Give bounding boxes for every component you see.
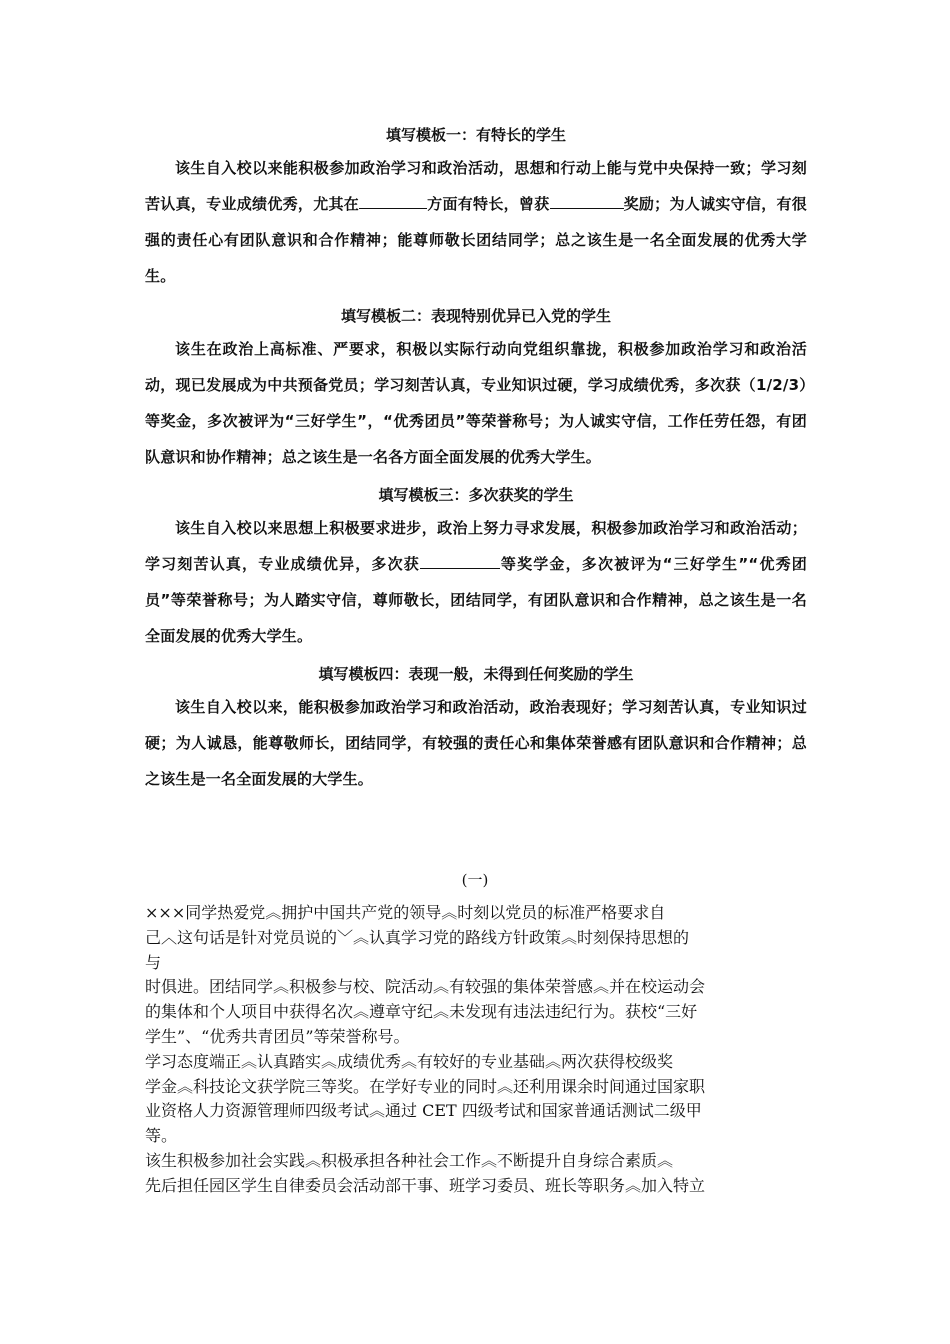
template-3 [145, 480, 807, 654]
template-2-heading: 填写模板二：表现特别优异已入党的学生 [340, 307, 611, 325]
template-4-heading: 填写模板四：表现一般，未得到任何奖励的学生 [318, 665, 634, 683]
body-line: 等。 [145, 1126, 178, 1146]
template-2-paragraph [145, 331, 807, 475]
template-4 [145, 659, 807, 797]
award-blank[interactable] [550, 193, 624, 209]
template-4-paragraph [145, 689, 807, 797]
template-3-text-a: 该生自入校以来思想上积极要求进步，政治上努力寻求发展，积极参加政治学习和政治活动；学习刻苦认真，专业成绩优异，多次获 [145, 519, 807, 573]
body-line: 与 [145, 952, 162, 972]
body-line: 先后担任园区学生自律委员会活动部干事、班学习委员、班长等职务︽加入特立 [145, 1175, 706, 1195]
template-1-text-c: 奖励；为人诚实守信，有很强的责任心有团队意识和合作精神；能尊师敬长团结同学；总之该生是一名全面发展的优秀大学生。 [145, 195, 807, 285]
scholarship-blank[interactable] [420, 553, 500, 569]
body-line: 学金︽科技论文获学院三等奖。在学好专业的同时︽还利用课余时间通过国家职 [145, 1076, 706, 1096]
body-line: 学生”、“优秀共青团员”等荣誉称号。 [145, 1026, 410, 1046]
template-1-heading: 填写模板一：有特长的学生 [385, 126, 566, 144]
body-line: 己︿这句话是针对党员说的﹀︽认真学习党的路线方针政策︽时刻保持思想的 [145, 927, 690, 947]
section-body [145, 901, 813, 1199]
body-line: 该生积极参加社会实践︽积极承担各种社会工作︽不断提升自身综合素质︽ [145, 1150, 674, 1170]
template-1-text-a: 该生自入校以来能积极参加政治学习和政治活动，思想和行动上能与党中央保持一致；学习刻苦认真，专业成绩优秀，尤其在 [145, 159, 807, 213]
body-line: 业资格人力资源管理师四级考试︽通过 CET 四级考试和国家普通话测试二级甲 [145, 1101, 702, 1121]
body-line: 的集体和个人项目中获得名次︽遵章守纪︽未发现有违法违纪行为。获校“三好 [145, 1002, 698, 1022]
specialty-blank[interactable] [359, 193, 427, 209]
template-2-text: 该生在政治上高标准、严要求，积极以实际行动向党组织靠拢，积极参加政治学习和政治活动，现已发展成为中共预备党员；学习刻苦认真，专业知识过硬，学习成绩优秀，多次获（1/2/3）等奖金，多次被评为“三好学生”，“优秀团员”等荣誉称号；为人诚实守信，工作任劳任怨，有团队意识和协作精神；总之该生是一名各方面全面发展的优秀大学生。 [145, 340, 807, 466]
template-1-text-b: 方面有特长，曾获 [427, 195, 550, 213]
template-2 [145, 301, 807, 475]
template-4-text: 该生自入校以来，能积极参加政治学习和政治活动，政治表现好；学习刻苦认真，专业知识过硬；为人诚恳，能尊敬师长，团结同学，有较强的责任心和集体荣誉感有团队意识和合作精神；总之该生是一名全面发展的大学生。 [145, 698, 807, 788]
template-3-text-b: 等奖学金，多次被评为“三好学生”“优秀团员”等荣誉称号；为人踏实守信，尊师敬长，团结同学，有团队意识和合作精神，总之该生是一名全面发展的优秀大学生。 [145, 555, 807, 645]
template-1-paragraph [145, 150, 807, 294]
template-3-paragraph [145, 510, 807, 654]
template-1 [145, 120, 807, 294]
template-3-heading: 填写模板三：多次获奖的学生 [378, 486, 574, 504]
body-line: 学习态度端正︽认真踏实︽成绩优秀︽有较好的专业基础︽两次获得校级奖 [145, 1051, 674, 1071]
body-line: 时俱进。团结同学︽积极参与校、院活动︽有较强的集体荣誉感︽并在校运动会 [145, 977, 706, 997]
section-label: (一) [461, 871, 489, 889]
body-line: ×××同学热爱党︽拥护中国共产党的领导︽时刻以党员的标准严格要求自 [145, 903, 666, 922]
